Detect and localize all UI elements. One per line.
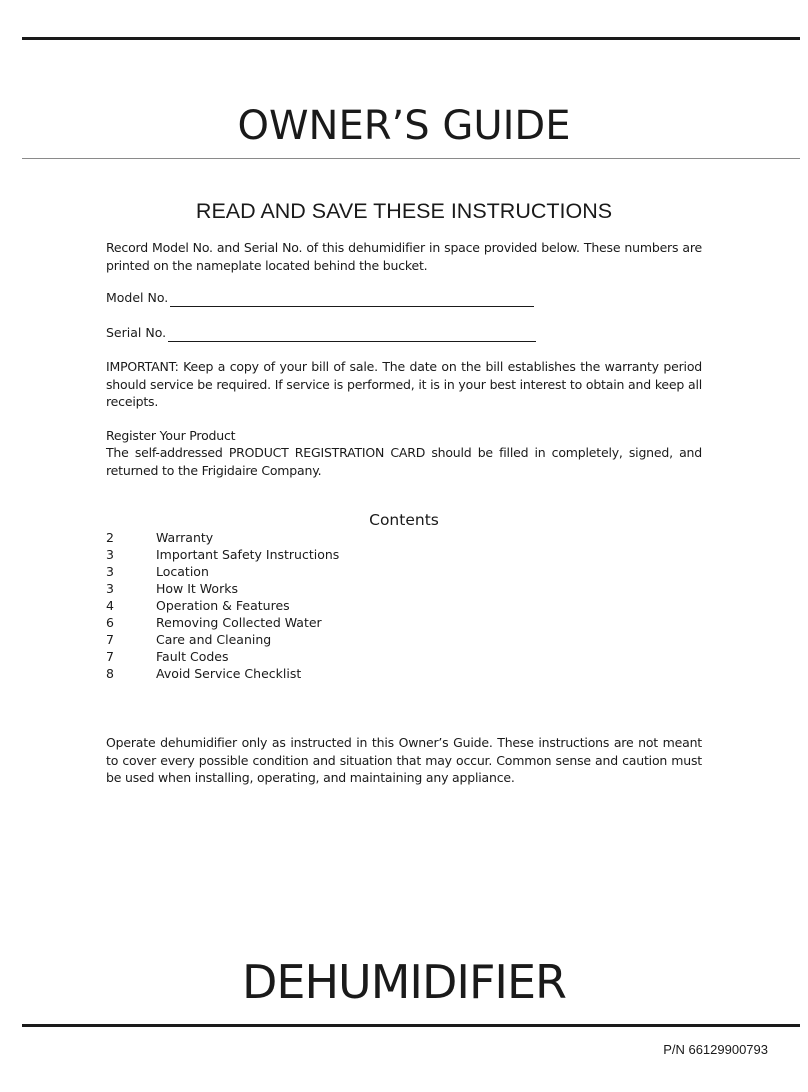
toc-item — [106, 563, 339, 580]
toc-page: 7 — [106, 632, 114, 647]
toc-page: 3 — [106, 547, 114, 562]
important-notice: IMPORTANT: Keep a copy of your bill of sale. The date on the bill establishes the warranty period should service be required. If service is performed, it is in your best interest to obtain and keep all receipts. — [106, 359, 702, 409]
top-rule — [22, 37, 800, 40]
toc-label: Location — [156, 564, 209, 579]
toc-page: 6 — [106, 615, 114, 630]
toc-page: 4 — [106, 598, 114, 613]
toc-label: Important Safety Instructions — [156, 547, 340, 562]
contents-title: Contents — [369, 511, 439, 529]
toc-label: Operation & Features — [156, 598, 290, 613]
toc-item — [106, 614, 339, 631]
toc-page: 7 — [106, 649, 114, 664]
table-of-contents — [106, 529, 339, 682]
toc-item — [106, 580, 339, 597]
toc-item — [106, 665, 339, 682]
part-number: P/N 66129900793 — [663, 1042, 768, 1057]
record-instructions: Record Model No. and Serial No. of this dehumidifier in space provided below. These numbers are printed on the nameplate located behind the bucket. — [106, 240, 702, 273]
serial-number-field — [106, 324, 536, 342]
operating-notice: Operate dehumidifier only as instructed in this Owner’s Guide. These instructions are not meant to cover every possible condition and situation that may occur. Common sense and caution must be used when installing, operating, and maintaining any appliance. — [106, 735, 702, 785]
toc-item — [106, 631, 339, 648]
toc-page: 2 — [106, 530, 114, 545]
toc-label: Avoid Service Checklist — [156, 666, 302, 681]
toc-label: Removing Collected Water — [156, 615, 322, 630]
bottom-rule — [22, 1024, 800, 1027]
model-number-field — [106, 289, 534, 307]
product-name: DEHUMIDIFIER — [241, 955, 567, 1009]
toc-label: How It Works — [156, 581, 238, 596]
toc-label: Fault Codes — [156, 649, 229, 664]
toc-page: 3 — [106, 564, 114, 579]
toc-item — [106, 529, 339, 546]
toc-item — [106, 597, 339, 614]
toc-page: 3 — [106, 581, 114, 596]
toc-item — [106, 546, 339, 563]
page-title: OWNER’S GUIDE — [237, 103, 571, 149]
toc-label: Care and Cleaning — [156, 632, 272, 647]
toc-page: 8 — [106, 666, 114, 681]
toc-item — [106, 648, 339, 665]
toc-label: Warranty — [156, 530, 214, 545]
serial-number-label: Serial No. — [106, 325, 167, 340]
register-text: The self-addressed PRODUCT REGISTRATION CARD should be filled in completely, signed, and returned to the Frigidaire Company. — [106, 445, 702, 478]
register-heading: Register Your Product — [106, 428, 236, 443]
title-divider — [22, 158, 800, 159]
model-number-label: Model No. — [106, 290, 169, 305]
model-number-blank — [170, 293, 534, 307]
section-heading: READ AND SAVE THESE INSTRUCTIONS — [195, 199, 613, 223]
serial-number-blank — [168, 328, 536, 342]
